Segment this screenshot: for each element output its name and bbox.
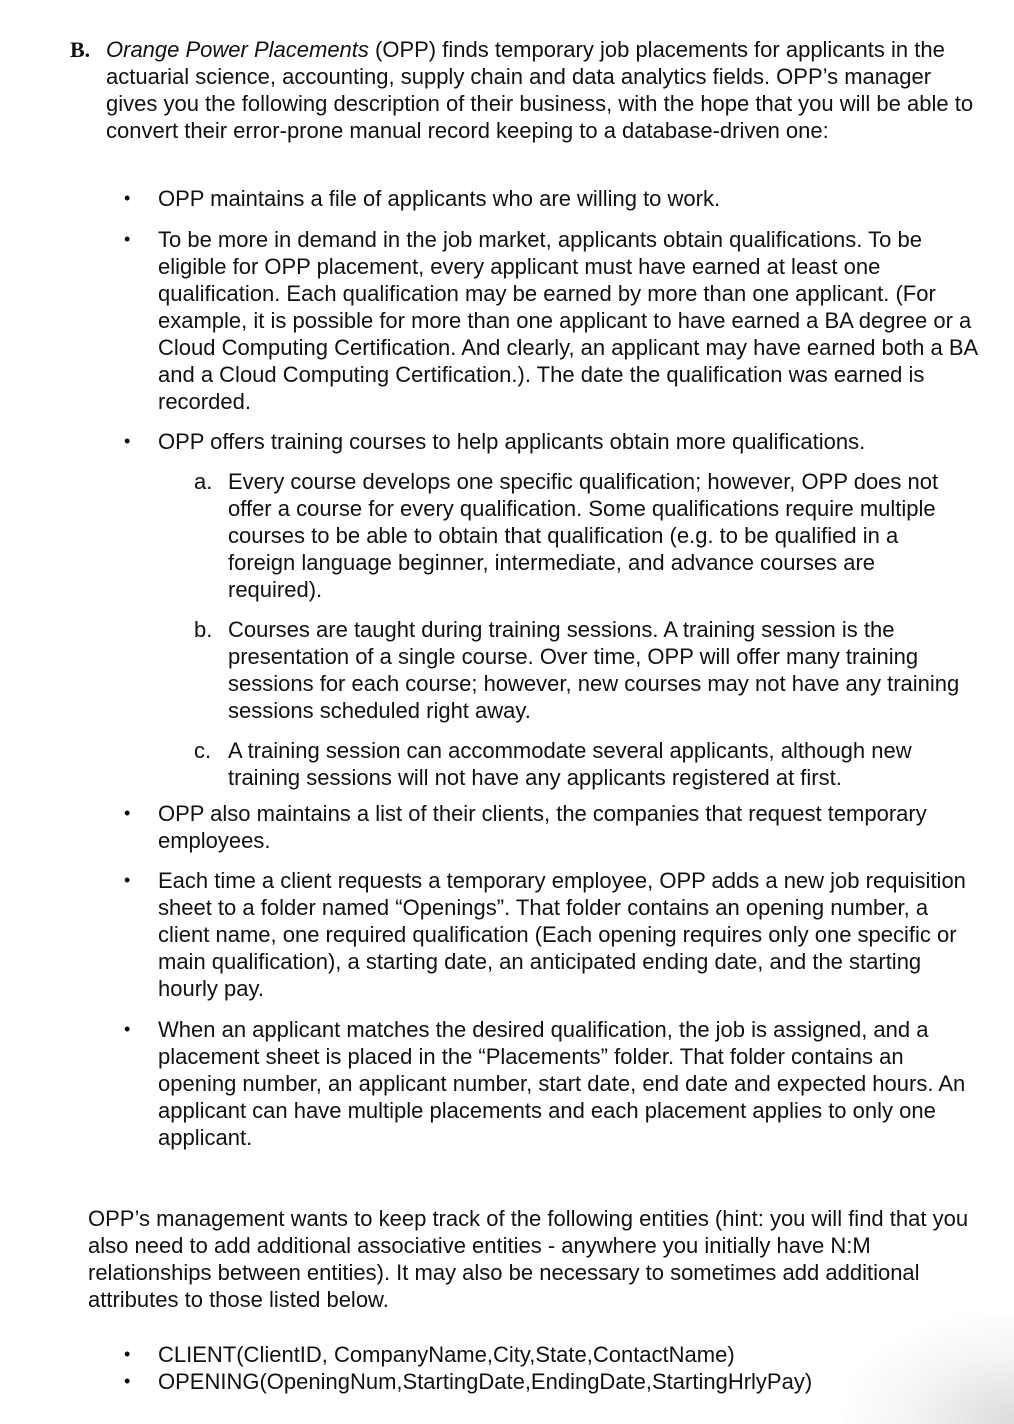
bullet-icon: • (124, 1371, 131, 1391)
bullet-text: When an applicant matches the desired qualification, the job is assigned, and a placement sheet is placed in the “Placements” folder. That folder contains an opening number, an applicant number, start date, end date and expected hours. An applicant can have multiple placements and each placement applies to only one applicant. (158, 1017, 966, 1150)
entity-item (70, 1368, 950, 1395)
bullet-text: Each time a client requests a temporary employee, OPP adds a new job requisition sheet to a folder named “Openings”. That folder contains an opening number, a client name, one required qualification (Each opening requires only one specific or main qualification), a starting date, an anticipated ending date, and the starting hourly pay. (158, 868, 966, 1001)
bullet-icon: • (124, 803, 131, 823)
list-item (70, 185, 978, 212)
intro-paragraph (106, 36, 976, 144)
entity-item (70, 1341, 950, 1368)
bullet-icon: • (124, 1019, 131, 1039)
bullet-icon: • (124, 229, 131, 249)
sub-item-text: Courses are taught during training sessions. A training session is the presentation of a single course. Over time, OPP will offer many training sessions for each course; however, new courses may not have any training sessions scheduled right away. (228, 617, 960, 723)
sub-item-text: Every course develops one specific qualification; however, OPP does not offer a course for every qualification. Some qualifications require multiple courses to be able to obtain that qualification (e.g. to be qualified in a foreign language beginner, intermediate, and advance courses are required). (228, 469, 939, 602)
list-item (70, 867, 978, 1002)
sub-item-letter: b. (194, 617, 213, 642)
list-item (70, 226, 978, 415)
management-paragraph: OPP’s management wants to keep track of the following entities (hint: you will find that you also need to add additional associative entities - anywhere you initially have N:M relationships between entities). It may also be necessary to sometimes add additional attributes to those listed below. (88, 1206, 969, 1312)
bullet-text: OPP also maintains a list of their clients, the companies that request temporary employees. (158, 801, 927, 853)
course-sub-list (158, 468, 978, 791)
list-item (70, 1016, 978, 1151)
section-b (70, 36, 980, 144)
list-item (70, 428, 978, 791)
sub-item-letter: a. (194, 469, 213, 494)
bullet-text: OPP offers training courses to help applicants obtain more qualifications. (158, 429, 866, 454)
entity-opening: OPENING(OpeningNum,StartingDate,EndingDate,StartingHrlyPay) (158, 1369, 813, 1394)
bullet-icon: • (124, 1344, 131, 1364)
sub-list-item (158, 468, 968, 603)
intro-text: (OPP) finds temporary job placements for applicants in the actuarial science, accounting, supply chain and data analytics fields. OPP’s manager gives you the following description of their business, with the hope that you will be able to convert their error-prone manual record keeping to a database-driven one: (106, 37, 974, 143)
bullet-text: OPP maintains a file of applicants who are willing to work. (158, 186, 721, 211)
bullet-icon: • (124, 870, 131, 890)
sub-item-text: A training session can accommodate several applicants, although new training sessions will not have any applicants registered at first. (228, 738, 912, 790)
section-label: B. (70, 37, 91, 62)
entity-client: CLIENT(ClientID, CompanyName,City,State,ContactName) (158, 1342, 735, 1367)
sub-list-item (158, 616, 968, 724)
entity-list (70, 1341, 950, 1395)
sub-list-item (158, 737, 968, 791)
list-item (70, 800, 978, 854)
company-name: Orange Power Placements (106, 37, 369, 62)
bullet-icon: • (124, 431, 131, 451)
bullet-text: To be more in demand in the job market, applicants obtain qualifications. To be eligible for OPP placement, every applicant must have earned at least one qualification. Each qualification may be earned by more than one applicant. (For example, it is possible for more than one applicant to have earned a BA degree or a Cloud Computing Certification. And clearly, an applicant may have earned both a BA and a Cloud Computing Certification.). The date the qualification was earned is recorded. (158, 227, 977, 414)
bullet-icon: • (124, 188, 131, 208)
sub-item-letter: c. (194, 738, 212, 763)
